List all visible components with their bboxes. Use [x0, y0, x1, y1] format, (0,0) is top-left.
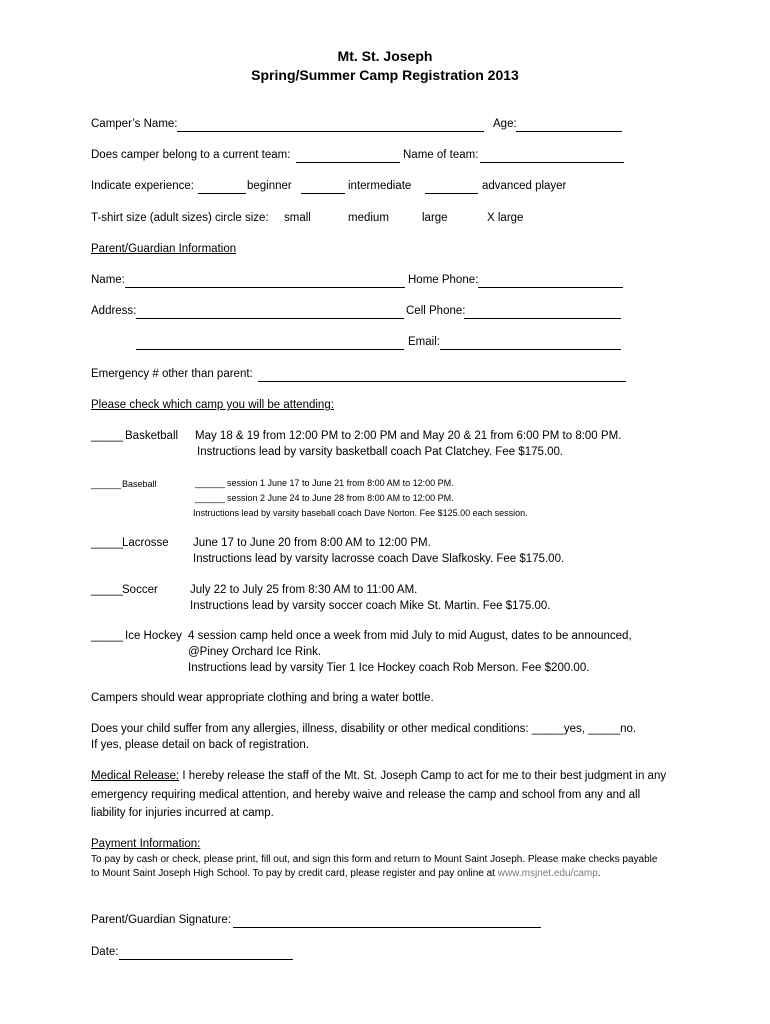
team-name-label: Name of team:: [403, 149, 479, 161]
current-team-field[interactable]: [296, 162, 400, 163]
medical-release-text-1: I hereby release the staff of the Mt. St. Joseph Camp to act for me to their best judgment in any: [179, 770, 667, 782]
cell-phone-field[interactable]: [464, 318, 621, 319]
address-label: Address:: [91, 305, 137, 317]
medical-release-line-1: [91, 770, 666, 782]
payment-heading: Payment Information:: [91, 838, 201, 850]
medical-question: [91, 723, 636, 735]
medical-no-label: no.: [620, 723, 637, 735]
hockey-instructions: Instructions lead by varsity Tier 1 Ice Hockey coach Rob Merson. Fee $200.00.: [188, 662, 590, 674]
basketball-blank[interactable]: _____: [91, 430, 123, 442]
basketball-instructions: Instructions lead by varsity basketball coach Pat Clatchey. Fee $175.00.: [197, 446, 564, 458]
medical-question-text: Does your child suffer from any allergies, illness, disability or other medical conditions:: [91, 723, 529, 735]
parent-name-field[interactable]: [125, 287, 405, 288]
basketball-schedule: May 18 & 19 from 12:00 PM to 2:00 PM and May 20 & 21 from 6:00 PM to 8:00 PM.: [195, 430, 622, 442]
advanced-blank[interactable]: [425, 193, 478, 194]
date-field[interactable]: [119, 959, 293, 960]
hockey-label: Ice Hockey: [125, 630, 182, 642]
soccer-schedule: July 22 to July 25 from 8:30 AM to 11:00 AM.: [190, 584, 418, 596]
address-field-line-2[interactable]: [136, 349, 404, 350]
lacrosse-blank[interactable]: _____: [91, 537, 123, 549]
soccer-blank[interactable]: _____: [91, 584, 123, 596]
experience-beginner: beginner: [247, 180, 292, 192]
baseball-blank[interactable]: ______: [91, 479, 122, 489]
form-subtitle: Spring/Summer Camp Registration 2013: [251, 67, 519, 83]
experience-label: Indicate experience:: [91, 180, 194, 192]
current-team-label: Does camper belong to a current team:: [91, 149, 291, 161]
medical-yes-blank[interactable]: _____: [531, 723, 564, 735]
cell-phone-label: Cell Phone:: [406, 305, 466, 317]
size-large[interactable]: large: [422, 212, 448, 224]
form-title: Mt. St. Joseph: [337, 48, 433, 64]
parent-name-label: Name:: [91, 274, 125, 286]
baseball-session-2-blank[interactable]: ______: [195, 493, 226, 503]
clothing-note: Campers should wear appropriate clothing and bring a water bottle.: [91, 692, 434, 704]
address-field[interactable]: [136, 318, 404, 319]
experience-advanced: advanced player: [482, 180, 567, 192]
parent-section-heading: Parent/Guardian Information: [91, 243, 237, 255]
medical-yes-label: yes,: [563, 723, 585, 735]
intermediate-blank[interactable]: [301, 193, 345, 194]
soccer-instructions: Instructions lead by varsity soccer coach Mike St. Martin. Fee $175.00.: [190, 600, 551, 612]
age-label: Age:: [493, 118, 517, 130]
hockey-blank[interactable]: _____: [91, 630, 123, 642]
home-phone-field[interactable]: [478, 287, 623, 288]
baseball-session-2: session 2 June 24 to June 28 from 8:00 AM to 12:00 PM.: [227, 493, 454, 503]
payment-url-link[interactable]: www.msjnet.edu/camp: [497, 868, 598, 879]
signature-field[interactable]: [233, 927, 541, 928]
campers-name-label: Camper’s Name:: [91, 118, 178, 130]
lacrosse-schedule: June 17 to June 20 from 8:00 AM to 12:00 PM.: [193, 537, 431, 549]
payment-text-2-start: to Mount Saint Joseph High School. To pay by credit card, please register and pay online at: [91, 868, 498, 879]
hockey-schedule: 4 session camp held once a week from mid July to mid August, dates to be announced,: [188, 630, 632, 642]
payment-text-2-end: .: [597, 868, 601, 879]
soccer-label: Soccer: [122, 584, 158, 596]
baseball-label: Baseball: [122, 479, 157, 489]
size-x-large[interactable]: X large: [487, 212, 524, 224]
medical-release-line-2: emergency requiring medical attention, and hereby waive and release the camp and school from any and all: [91, 789, 641, 801]
experience-intermediate: intermediate: [348, 180, 412, 192]
size-small[interactable]: small: [284, 212, 311, 224]
camp-section-heading: Please check which camp you will be attending:: [91, 399, 334, 411]
emergency-label: Emergency # other than parent:: [91, 368, 253, 380]
tshirt-size-label: T-shirt size (adult sizes) circle size:: [91, 212, 269, 224]
baseball-session-1: session 1 June 17 to June 21 from 8:00 AM to 12:00 PM.: [227, 478, 454, 488]
lacrosse-label: Lacrosse: [122, 537, 169, 549]
email-label: Email:: [408, 336, 440, 348]
payment-text-1: To pay by cash or check, please print, fill out, and sign this form and return to Mount Saint Joseph. Please make checks payable: [91, 854, 658, 865]
campers-name-field[interactable]: [177, 131, 484, 132]
medical-release-label: Medical Release:: [91, 770, 180, 782]
payment-text-2: [91, 868, 601, 879]
beginner-blank[interactable]: [198, 193, 246, 194]
size-medium[interactable]: medium: [348, 212, 389, 224]
emergency-field[interactable]: [258, 381, 626, 382]
date-label: Date:: [91, 946, 119, 958]
baseball-instructions: Instructions lead by varsity baseball coach Dave Norton. Fee $125.00 each session.: [193, 508, 528, 518]
hockey-location: @Piney Orchard Ice Rink.: [188, 646, 322, 658]
team-name-field[interactable]: [480, 162, 624, 163]
age-field[interactable]: [516, 131, 622, 132]
medical-detail-note: If yes, please detail on back of registration.: [91, 739, 309, 751]
baseball-session-1-blank[interactable]: ______: [195, 478, 226, 488]
medical-no-blank[interactable]: _____: [588, 723, 621, 735]
signature-label: Parent/Guardian Signature:: [91, 914, 232, 926]
lacrosse-instructions: Instructions lead by varsity lacrosse coach Dave Slafkosky. Fee $175.00.: [193, 553, 565, 565]
home-phone-label: Home Phone:: [408, 274, 479, 286]
email-field[interactable]: [440, 349, 621, 350]
basketball-label: Basketball: [125, 430, 179, 442]
medical-release-line-3: liability for injuries incurred at camp.: [91, 807, 274, 819]
